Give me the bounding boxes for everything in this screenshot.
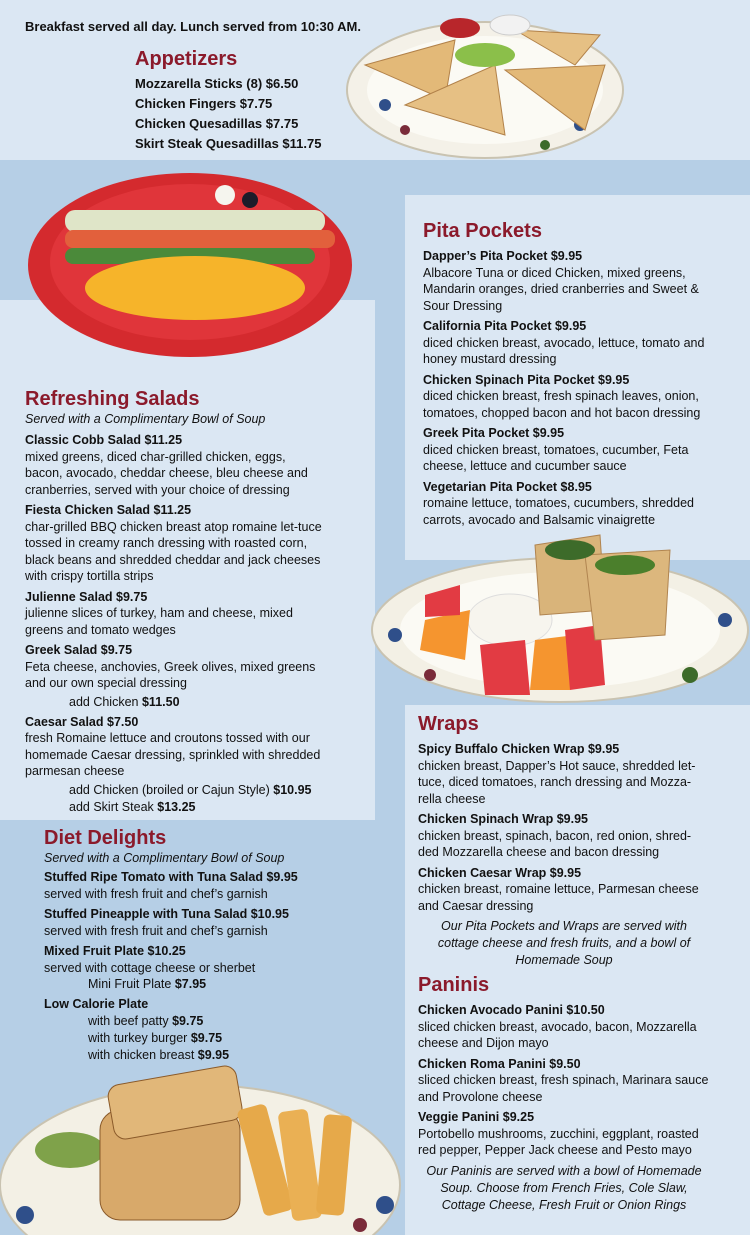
item-desc: Portobello mushrooms, zucchini, eggplant, roasted red pepper, Pepper Jack cheese and Pesto mayo xyxy=(418,1126,699,1157)
item-name: Vegetarian Pita Pocket $8.95 xyxy=(423,479,592,494)
item-name: Chicken Avocado Panini $10.50 xyxy=(418,1003,605,1017)
item-name: Spicy Buffalo Chicken Wrap $9.95 xyxy=(418,742,620,756)
paninis-section xyxy=(418,1002,710,1222)
item-name: Chicken Caesar Wrap $9.95 xyxy=(418,865,582,880)
item-name: Mixed Fruit Plate $10.25 xyxy=(44,944,186,958)
item-desc: sliced chicken breast, fresh spinach, Marinara sauce and Provolone cheese xyxy=(418,1073,709,1104)
appetizer-item: Skirt Steak Quesadillas $11.75 xyxy=(135,136,322,151)
menu-item xyxy=(25,589,325,639)
paninis-note: Our Paninis are served with a bowl of Homemade Soup. Choose from French Fries, Cole Slaw, Cottage Cheese, Fresh Fruit or Onion Rings xyxy=(426,1163,702,1212)
menu-item xyxy=(418,741,710,807)
item-desc: diced chicken breast, fresh spinach leaves, onion, tomatoes, chopped bacon and hot bacon dressing xyxy=(423,389,701,420)
item-desc: chicken breast, spinach, bacon, red onion, shred-ded Mozzarella cheese and bacon dressing xyxy=(418,828,692,859)
item-desc: served with cottage cheese or sherbet xyxy=(44,960,256,975)
option xyxy=(44,1047,344,1064)
item-name: Chicken Spinach Pita Pocket $9.95 xyxy=(423,372,630,387)
wraps-note: Our Pita Pockets and Wraps are served with cottage cheese and fresh fruits, and a bowl of Homemade Soup xyxy=(437,919,691,967)
menu-item xyxy=(44,996,344,1013)
menu-item xyxy=(418,1002,710,1052)
add-on-label: Mini Fruit Plate xyxy=(88,977,172,991)
diet-subtitle: Served with a Complimentary Bowl of Soup xyxy=(44,851,285,865)
add-on xyxy=(44,976,344,993)
add-on-label: add Skirt Steak xyxy=(69,799,154,814)
item-desc: sliced chicken breast, avocado, bacon, Mozzarella cheese and Dijon mayo xyxy=(418,1019,697,1050)
appetizers-list xyxy=(135,74,321,154)
menu-item xyxy=(25,502,325,585)
add-on-label: add Chicken (broiled or Cajun Style) xyxy=(69,782,270,797)
item-name: Classic Cobb Salad $11.25 xyxy=(25,433,183,447)
menu-item xyxy=(423,248,723,314)
pita-fruit-plate-image xyxy=(370,525,750,705)
add-on-price: $13.25 xyxy=(157,799,196,814)
appetizer-item: Chicken Quesadillas $7.75 xyxy=(135,116,299,131)
quesadilla-plate-image xyxy=(345,10,630,160)
item-desc: chicken breast, romaine lettuce, Parmesan cheese and Caesar dressing xyxy=(418,882,699,913)
menu-item xyxy=(418,1056,710,1106)
item-desc: diced chicken breast, avocado, lettuce, tomato and honey mustard dressing xyxy=(423,335,705,366)
menu-item xyxy=(423,479,703,529)
menu-item xyxy=(418,811,710,861)
item-name: Greek Pita Pocket $9.95 xyxy=(423,426,565,440)
item-name: Julienne Salad $9.75 xyxy=(25,589,148,604)
salads-heading: Refreshing Salads xyxy=(25,388,200,410)
menu-item xyxy=(44,869,344,902)
menu-item xyxy=(418,1109,710,1159)
item-desc: julienne slices of turkey, ham and cheese, mixed greens and tomato wedges xyxy=(25,606,293,637)
menu-item xyxy=(25,642,325,692)
item-desc: Feta cheese, anchovies, Greek olives, mixed greens and our own special dressing xyxy=(25,659,316,690)
item-name: Caesar Salad $7.50 xyxy=(25,714,139,729)
item-desc: char-grilled BBQ chicken breast atop romaine let-tuce tossed in creamy ranch dressing with roasted corn, black beans and shredded cheddar and jack cheeses with crispy tortilla strips xyxy=(25,519,322,583)
add-on xyxy=(25,694,325,711)
menu-item xyxy=(423,318,723,368)
item-name: Fiesta Chicken Salad $11.25 xyxy=(25,503,192,517)
item-name: Stuffed Ripe Tomato with Tuna Salad $9.95 xyxy=(44,870,298,884)
item-desc: served with fresh fruit and chef’s garnish xyxy=(44,923,268,938)
item-desc: romaine lettuce, tomatoes, cucumbers, shredded carrots, avocado and Balsamic vinaigrette xyxy=(423,496,694,527)
add-on xyxy=(25,782,325,799)
menu-item xyxy=(423,372,723,422)
item-name: Low Calorie Plate xyxy=(44,997,149,1011)
option-label: with chicken breast xyxy=(88,1047,195,1062)
pita-section xyxy=(423,248,723,532)
option-price: $9.95 xyxy=(197,1047,230,1062)
item-name: Greek Salad $9.75 xyxy=(25,643,133,657)
add-on-label: add Chicken xyxy=(69,694,139,709)
menu-item xyxy=(44,906,344,939)
option-label: with beef patty xyxy=(88,1013,169,1028)
salads-section xyxy=(25,412,325,816)
salads-subtitle: Served with a Complimentary Bowl of Soup xyxy=(25,412,266,426)
appetizer-item: Mozzarella Sticks (8) $6.50 xyxy=(135,76,299,91)
item-desc: fresh Romaine lettuce and croutons tossed with our homemade Caesar dressing, sprinkled with shredded parmesan cheese xyxy=(25,731,321,778)
menu-item xyxy=(423,425,723,475)
item-name: Veggie Panini $9.25 xyxy=(418,1110,535,1124)
menu-item xyxy=(25,714,325,780)
item-desc: Albacore Tuna or diced Chicken, mixed greens, Mandarin oranges, dried cranberries and Sweet & Sour Dressing xyxy=(423,265,699,313)
wraps-heading: Wraps xyxy=(418,713,479,735)
item-desc: mixed greens, diced char-grilled chicken, eggs, bacon, avocado, cheddar cheese, bleu cheese and cranberries, served with your choice of dressing xyxy=(25,449,308,497)
add-on-price: $10.95 xyxy=(273,782,312,797)
add-on xyxy=(25,799,325,816)
wraps-section xyxy=(418,741,710,977)
option-price: $9.75 xyxy=(190,1030,223,1045)
add-on-price: $7.95 xyxy=(174,977,207,991)
option xyxy=(44,1013,344,1030)
item-desc: diced chicken breast, tomatoes, cucumber, Feta cheese, lettuce and cucumber sauce xyxy=(423,442,689,473)
item-name: Stuffed Pineapple with Tuna Salad $10.95 xyxy=(44,907,289,921)
option-price: $9.75 xyxy=(172,1013,204,1028)
item-desc: served with fresh fruit and chef’s garnish xyxy=(44,886,268,901)
pita-heading: Pita Pockets xyxy=(423,220,542,242)
paninis-heading: Paninis xyxy=(418,974,490,996)
panini-plate-image xyxy=(0,1065,405,1235)
diet-section xyxy=(44,851,344,1064)
add-on-price: $11.50 xyxy=(141,694,180,709)
menu-item xyxy=(418,865,710,915)
item-name: Chicken Roma Panini $9.50 xyxy=(418,1056,581,1071)
item-name: Dapper’s Pita Pocket $9.95 xyxy=(423,249,583,263)
item-name: Chicken Spinach Wrap $9.95 xyxy=(418,812,588,826)
option-label: with turkey burger xyxy=(88,1030,188,1045)
menu-item xyxy=(25,432,325,498)
item-name: California Pita Pocket $9.95 xyxy=(423,319,587,333)
header-note: Breakfast served all day. Lunch served from 10:30 AM. xyxy=(25,19,361,34)
cobb-salad-plate-image xyxy=(25,170,355,360)
diet-heading: Diet Delights xyxy=(44,827,167,849)
appetizers-heading: Appetizers xyxy=(135,48,238,70)
appetizer-item: Chicken Fingers $7.75 xyxy=(135,96,273,111)
menu-item xyxy=(44,943,344,976)
item-desc: chicken breast, Dapper’s Hot sauce, shredded let-tuce, diced tomatoes, ranch dressing and Mozza-rella cheese xyxy=(418,758,696,806)
option xyxy=(44,1030,344,1047)
